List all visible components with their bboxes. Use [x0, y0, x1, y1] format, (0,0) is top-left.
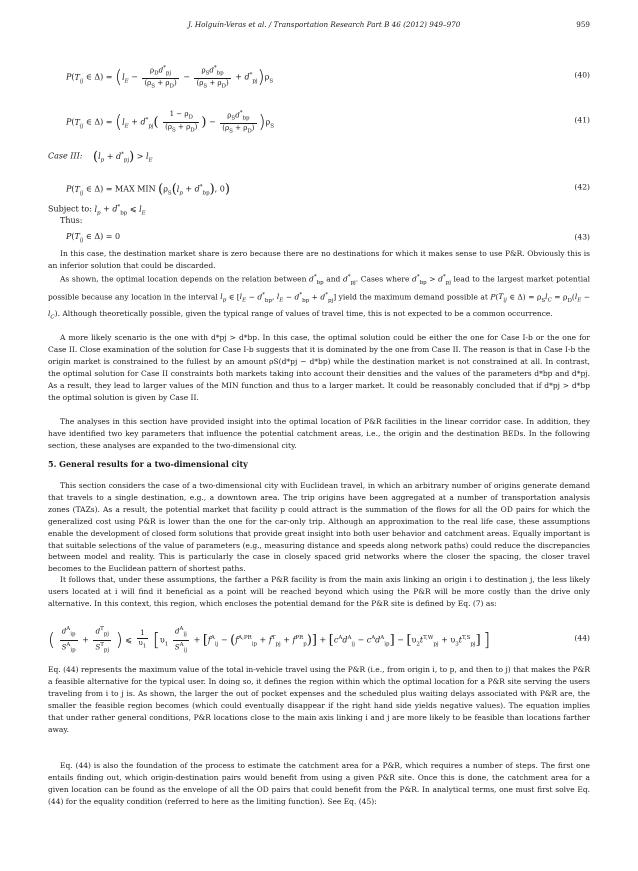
equation-43: $P(T_{ij}$ ∈ Δ) = 0 (43) [66, 232, 590, 244]
paragraph-optimal-location: As shown, the optimal location depends on the relation between $d^*_{bp}$ and $d^*_{pj}$. Cases where $d^*_{bp} > d^*_{pj}$ lead to the largest market potential possible because any location in the interval $l_p$ ∈ [$l_E - d^*_{bp}$, $l_E - d^*_{bp} + d^*_{pj}$] yield the maximum demand possible at $P(T_{ij}$ ∈ $\Delta) = \rho_Sl_C = \rho_D(l_E - l_C)$. Although theoretically possible, given the typical range of values of travel time, this is not expected to be a common occurrence. [48, 274, 591, 321]
paragraph-catchment-process: Eq. (44) is also the foundation of the process to estimate the catchment area for a P&R, which requires a number of steps. The first one entails finding out, which origin-destination pairs would benefit from using a given P&R site. Once this is done, the catchment area for a given location can be found as the envelope of all the OD pairs that could benefit from the P&R. In analytical terms, one must first solve Eq. (44) for the equality condition (referred to here as the limiting function). See Eq. (45): [48, 761, 590, 806]
equation-42: $P(T_{ij}$ ∈ Δ) = MAX MIN ($\rho_S(l_p + d^*_{bp})$, 0) (42) [66, 182, 590, 198]
paragraph-analyses-summary: The analyses in this section have provided insight into the optimal location of P&R facilities in the linear corridor case. In addition, they have identified two key parameters that influence the potential catchment areas, i.e., the origin and the destination BEDs. In the following section, these analyses are expanded to the two-dimensional city. [48, 417, 590, 450]
paragraph-eq44-interpretation: Eq. (44) represents the maximum value of the total in-vehicle travel using the P&R (i.e., from origin i, to p, and then to j) that makes the P&R a feasible alternative for the typical user. In doing so, it defines the region within which the optimal location for a P&R site serving the users traveling from i to j is. As shown, the larger the out of pocket expenses and the scheduled plus waiting delays associated with P&R are, the smaller the feasible region becomes (which could eventually disappear if the right hand side yields negative values). The equation implies that under rather general conditions, P&R locations close to the main axis linking i and j are more likely to be feasible than locations farther away. [48, 665, 590, 734]
thus-label: Thus: [60, 216, 83, 225]
section-heading: 5. General results for a two-dimensional city [48, 459, 248, 469]
page-number: 959 [576, 20, 590, 29]
equation-number: (43) [574, 232, 590, 242]
equation-44: ( $\frac{d^A_{ip}}{S^A_{ip}}$ + $\frac{d^T_{pj}}{S^T_{pj}}$ ) ⩽ $\frac{1}{\upsilon_1}$ [$\upsilon_1$ $\frac{d^A_{ij}}{S^A_{ij}}$ + $[f^A_{ij} - (f^{A,PR}_{ip} + f^T_{pj} + f^{PR}_p)] + [c^Ad^A_{ij} - c^Ad^A_{ip}] - [\upsilon_2t^{T,W}_{pj} + \upsilon_3t^{T,S}_{pj}]$ ] (44) [48, 626, 590, 654]
journal-citation: J. Holguín-Veras et al. / Transportation Research Part B 46 (2012) 949–970 [188, 20, 461, 29]
paragraph-feasible-region: It follows that, under these assumptions, the farther a P&R facility is from the main axis linking an origin i to destination j, the less likely users located at i will find it beneficial as a point will be reached beyond which using the P&R will be more costly than the drive only alternative. In this context, this region, which encloses the potential demand for the P&R site is defined by Eq. (7) as: [48, 575, 590, 608]
paragraph-two-dimensional-city: This section considers the case of a two-dimensional city with Euclidean travel, in which an arbitrary number of origins generate demand that travels to a single destination, e.g., a downtown area. The trip origins have been aggregated at a number of transportation analysis zones (TAZs). As a result, the potential market that facility p could attract is the summation of the flows for all the OD pairs for which the generalized cost using P&R is lower than the one for the car-only trip. Although an approximation to the real life case, these assumptions enable the development of closed form solutions that provide great insight into both user behavior and catchment areas. Equally important is that suitable selections of the value of parameters (e.g., measuring distance and speeds along network paths) could reduce the discrepancies between model and reality. This is particularly the case in closely spaced grid networks where the closer the spacing, the closer travel becomes to the Euclidean pattern of shortest paths. [48, 481, 590, 574]
equation-number: (40) [574, 70, 590, 80]
paragraph-inferior-solution: In this case, the destination market share is zero because there are no destinations for which it makes sense to use P&R. Obviously this is an inferior solution that could be discarded. [48, 249, 590, 270]
equation-number: (41) [574, 115, 590, 125]
case-iii-condition: Case III: $(l_p + d^*_{pj}) > l_E$ [48, 149, 153, 164]
paragraph-likely-scenario: A more likely scenario is the one with d*pj > d*bp. In this case, the optimal solution could be either the one for Case I-b or the one for Case II. Close examination of the solution for Case I-b suggests that it is dominated by the one from Case II. The reason is that in Case I-b the origin market is constrained to the fullest by an amount ρS(d*pj − d*bp) while the destination market is not constrained at all. In contrast, the optimal solution for Case II constraints both markets taking into account their densities and the values of the parameters d*bp and d*pj. As a result, they lead to larger values of the MIN function and thus to a larger market. It could be reasonably concluded that if d*pj > d*bp the optimal solution is given by Case II. [48, 333, 590, 402]
subject-to-line: Subject to: $l_p + d^*_{bp}$ ⩽ $l_E$ [48, 204, 146, 217]
equation-number: (44) [574, 633, 590, 643]
equation-40: $P(T_{ij}$ ∈ $\Delta) = (l_E$ − $\frac{\rho_Dd^*_{pj}}{(\rho_S + \rho_D)}$ − $\frac{\rho_Sd^*_{bp}}{(\rho_S + \rho_D)}$ + $d^*_{pj})\rho_S$ (40) [66, 64, 590, 90]
equation-41: $P(T_{ij}$ ∈ $\Delta) = (l_E + d^*_{pj}$( $\frac{1 - \rho_D}{(\rho_S + \rho_D)}$ ) − $\frac{\rho_Sd^*_{bp}}{(\rho_S + \rho_D)}$ )$\rho_S$ (41) [66, 109, 590, 135]
equation-number: (42) [574, 182, 590, 192]
